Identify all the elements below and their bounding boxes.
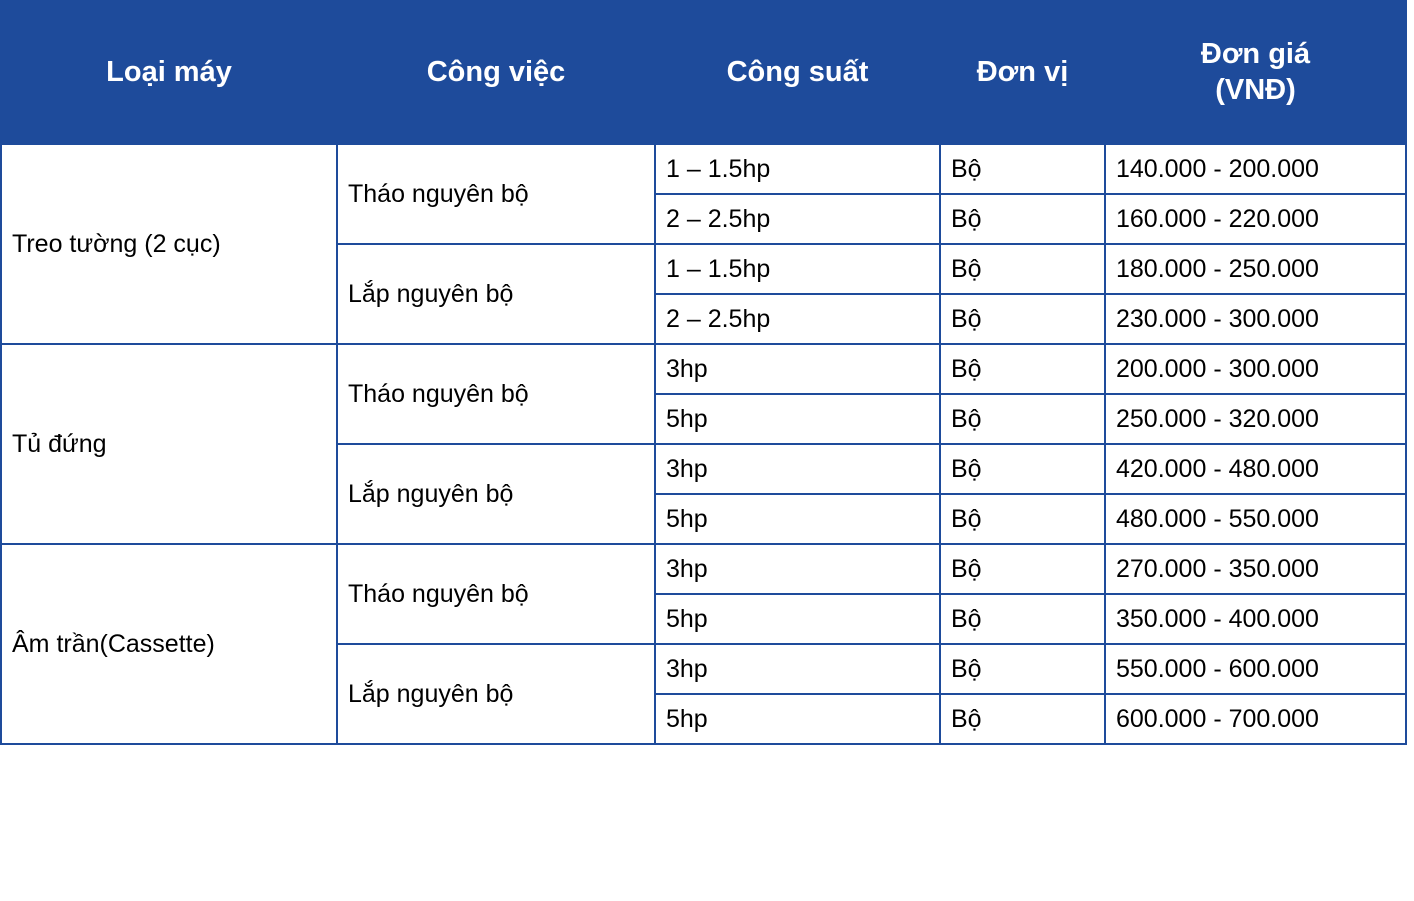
table-row — [1, 144, 1406, 194]
column-header-price-line-1: Đơn giá — [1200, 38, 1311, 71]
cell-capacity: 3hp — [655, 344, 940, 394]
cell-price: 230.000 - 300.000 — [1105, 294, 1406, 344]
cell-unit: Bộ — [940, 694, 1105, 744]
cell-work: Lắp nguyên bộ — [337, 244, 655, 344]
cell-capacity: 3hp — [655, 544, 940, 594]
cell-unit: Bộ — [940, 394, 1105, 444]
cell-work: Tháo nguyên bộ — [337, 144, 655, 244]
cell-price: 180.000 - 250.000 — [1105, 244, 1406, 294]
cell-unit: Bộ — [940, 444, 1105, 494]
cell-unit: Bộ — [940, 244, 1105, 294]
table-header — [1, 1, 1406, 144]
cell-price: 480.000 - 550.000 — [1105, 494, 1406, 544]
cell-price: 420.000 - 480.000 — [1105, 444, 1406, 494]
column-header-unit — [940, 1, 1105, 144]
table-row — [1, 344, 1406, 394]
cell-unit: Bộ — [940, 144, 1105, 194]
cell-machine-type: Treo tường (2 cục) — [1, 144, 337, 344]
table-body — [1, 144, 1406, 744]
column-header-unit-line-1: Đơn vị — [976, 55, 1069, 88]
cell-work: Tháo nguyên bộ — [337, 344, 655, 444]
column-header-price-line-2: (VNĐ) — [1215, 73, 1296, 106]
cell-unit: Bộ — [940, 644, 1105, 694]
column-header-work-line-1: Công việc — [426, 55, 566, 88]
cell-unit: Bộ — [940, 194, 1105, 244]
column-header-machine-type-line-1: Loại máy — [106, 55, 232, 88]
cell-machine-type: Âm trần(Cassette) — [1, 544, 337, 744]
cell-capacity: 5hp — [655, 694, 940, 744]
cell-work: Lắp nguyên bộ — [337, 444, 655, 544]
cell-price: 250.000 - 320.000 — [1105, 394, 1406, 444]
table-header-row — [1, 1, 1406, 144]
cell-unit: Bộ — [940, 544, 1105, 594]
column-header-capacity-line-1: Công suất — [726, 55, 869, 88]
cell-capacity: 1 – 1.5hp — [655, 244, 940, 294]
cell-unit: Bộ — [940, 494, 1105, 544]
cell-unit: Bộ — [940, 294, 1105, 344]
column-header-machine-type — [1, 1, 337, 144]
cell-unit: Bộ — [940, 344, 1105, 394]
cell-price: 550.000 - 600.000 — [1105, 644, 1406, 694]
cell-price: 350.000 - 400.000 — [1105, 594, 1406, 644]
cell-capacity: 1 – 1.5hp — [655, 144, 940, 194]
cell-machine-type: Tủ đứng — [1, 344, 337, 544]
cell-capacity: 3hp — [655, 644, 940, 694]
column-header-work — [337, 1, 655, 144]
cell-work: Lắp nguyên bộ — [337, 644, 655, 744]
cell-price: 270.000 - 350.000 — [1105, 544, 1406, 594]
cell-capacity: 3hp — [655, 444, 940, 494]
cell-work: Tháo nguyên bộ — [337, 544, 655, 644]
table-row — [1, 544, 1406, 594]
cell-capacity: 2 – 2.5hp — [655, 294, 940, 344]
cell-capacity: 5hp — [655, 594, 940, 644]
column-header-price — [1105, 1, 1406, 144]
cell-price: 600.000 - 700.000 — [1105, 694, 1406, 744]
cell-unit: Bộ — [940, 594, 1105, 644]
cell-price: 140.000 - 200.000 — [1105, 144, 1406, 194]
cell-price: 200.000 - 300.000 — [1105, 344, 1406, 394]
cell-capacity: 5hp — [655, 494, 940, 544]
cell-price: 160.000 - 220.000 — [1105, 194, 1406, 244]
cell-capacity: 5hp — [655, 394, 940, 444]
cell-capacity: 2 – 2.5hp — [655, 194, 940, 244]
column-header-capacity — [655, 1, 940, 144]
